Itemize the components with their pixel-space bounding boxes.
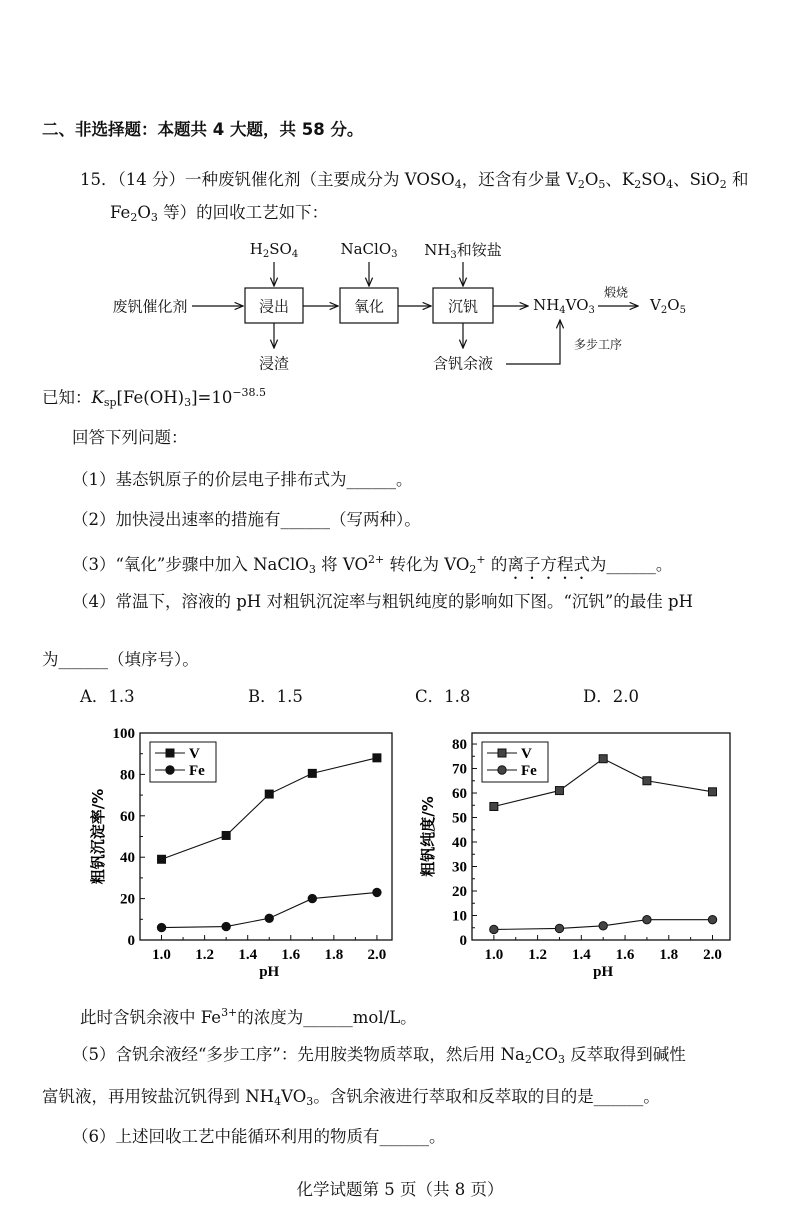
residue-label: 浸渣	[258, 354, 290, 373]
y-tick-label: 10	[452, 908, 467, 925]
question-4-followup	[80, 1003, 417, 1028]
data-point-v	[265, 790, 273, 798]
text-segment: 富钒液，再用铵盐沉钒得到 NH	[42, 1087, 275, 1106]
x-axis-label: pH	[593, 964, 614, 980]
text-segment: 2	[577, 178, 585, 191]
text-segment: VO	[565, 296, 589, 314]
text-segment: 4	[666, 178, 674, 191]
chart-1	[89, 726, 392, 980]
x-tick-label: 1.2	[195, 947, 214, 963]
option-c: C．1.8	[415, 687, 471, 706]
y-tick-label: 0	[459, 933, 467, 949]
text-segment: 为______（填序号）。	[42, 650, 199, 669]
text-segment: 、SiO	[673, 170, 720, 189]
text-segment: 和	[726, 170, 749, 189]
y-tick-label: 40	[452, 835, 467, 852]
x-tick-label: 1.0	[484, 947, 504, 963]
text-segment: 回答下列问题：	[72, 428, 188, 447]
data-point-fe	[555, 924, 563, 932]
text-segment: 15．（14 分）一种废钒催化剂（主要成分为 VOSO	[80, 170, 455, 189]
step-precipitate-label: 沉钒	[447, 297, 479, 316]
y-tick-label: 60	[452, 786, 467, 803]
text-segment: SO	[641, 170, 667, 189]
data-point-fe	[373, 888, 381, 896]
x-axis-label: pH	[259, 964, 280, 980]
text-segment: 转化为 VO	[384, 555, 470, 574]
text-segment: 的浓度为______mol/L。	[237, 1008, 417, 1027]
text-segment: 、K	[605, 170, 635, 189]
x-tick-label: 1.6	[615, 947, 635, 963]
text-segment: NaClO	[340, 240, 392, 258]
text-segment: 3	[308, 563, 316, 576]
text-segment: +	[476, 553, 486, 566]
x-tick-label: 1.4	[238, 947, 258, 963]
step-oxidize-label: 氧化	[353, 297, 385, 316]
text-segment: 3	[150, 211, 158, 224]
legend-box	[150, 742, 216, 782]
option-b: B．1.5	[248, 687, 303, 706]
text-segment: 的	[485, 555, 508, 574]
text-segment: 和铵盐	[456, 241, 502, 259]
data-point-fe	[308, 894, 316, 902]
text-segment: 2	[262, 249, 270, 260]
text-segment: 3	[391, 249, 398, 260]
data-point-v	[490, 802, 498, 810]
data-point-v	[555, 787, 563, 795]
text-segment: O	[667, 296, 680, 314]
text-segment: 2+	[367, 553, 385, 566]
x-tick-label: 1.8	[659, 947, 679, 963]
text-segment: 2	[660, 305, 668, 316]
legend-box	[482, 742, 548, 782]
text-segment: O	[584, 170, 599, 189]
text-segment: ，还含有少量 V	[461, 170, 578, 189]
text-segment: 离子方程式	[507, 555, 590, 574]
text-segment: K	[91, 388, 104, 407]
y-tick-label: 60	[120, 808, 135, 825]
y-tick-label: 0	[127, 933, 135, 949]
legend-label-fe: Fe	[521, 763, 537, 779]
data-point-v	[643, 777, 651, 785]
data-point-v	[373, 754, 381, 762]
option-a: A．1.3	[80, 687, 135, 706]
text-segment: NH	[424, 241, 451, 259]
chart-2	[419, 733, 730, 980]
calcine-label: 煅烧	[603, 285, 629, 300]
text-segment: 2	[719, 178, 727, 191]
text-segment: 5	[679, 305, 686, 316]
text-segment: 2	[130, 211, 138, 224]
text-segment: ]=10	[191, 388, 233, 407]
y-tick-label: 80	[120, 767, 135, 784]
x-tick-label: 1.6	[281, 947, 301, 963]
start-material-label: 废钒催化剂	[112, 297, 188, 316]
x-tick-label: 1.8	[324, 947, 344, 963]
text-segment: sp	[103, 396, 117, 409]
text-segment: 4	[274, 1095, 282, 1108]
text-segment: 2	[469, 563, 477, 576]
question-5-cont	[42, 1087, 660, 1112]
legend-label-v: V	[521, 746, 532, 762]
data-point-v	[308, 769, 316, 777]
multistep-label: 多步工序	[573, 337, 623, 352]
data-point-fe	[490, 925, 498, 933]
data-point-fe	[222, 922, 230, 930]
legend-marker-fe	[498, 766, 506, 774]
text-segment: （2）加快浸出速率的措施有______（写两种）。	[72, 510, 421, 529]
text-segment: 3	[588, 305, 595, 316]
data-point-v	[709, 788, 717, 796]
text-segment: 3	[184, 396, 192, 409]
waste-liquid-label: 含钒余液	[432, 354, 494, 373]
y-tick-label: 40	[120, 850, 135, 867]
text-segment: VO	[281, 1087, 307, 1106]
text-segment: 3+	[221, 1006, 238, 1019]
text-segment: 为______。	[589, 555, 673, 574]
question-6	[72, 1127, 446, 1147]
data-point-fe	[599, 922, 607, 930]
y-tick-label: 80	[452, 737, 467, 754]
legend-marker-v	[498, 749, 506, 757]
option-d: D．2.0	[583, 687, 639, 706]
y-tick-label: 100	[112, 726, 135, 742]
data-point-v	[599, 755, 607, 763]
step-leach-label: 浸出	[258, 297, 290, 316]
text-segment: NH	[533, 296, 560, 314]
text-segment: O	[137, 203, 151, 222]
data-point-fe	[157, 923, 165, 931]
text-segment: 4	[559, 305, 566, 316]
text-segment: H	[249, 240, 263, 258]
text-segment: 将 VO	[315, 555, 368, 574]
text-segment: 3	[306, 1095, 314, 1108]
text-segment: [Fe(OH)	[116, 388, 185, 407]
text-segment: 4	[291, 249, 299, 260]
text-segment: （4）常温下，溶液的 pH 对粗钒沉淀率与粗钒纯度的影响如下图。“沉钒”的最佳 pH	[72, 592, 694, 611]
y-tick-label: 20	[452, 884, 467, 901]
legend-label-v: V	[189, 746, 200, 762]
text-segment: −38.5	[232, 386, 267, 399]
x-tick-label: 1.0	[152, 947, 171, 963]
y-tick-label: 70	[452, 761, 467, 778]
text-segment: （5）含钒余液经“多步工序”：先用胺类物质萃取，然后用 Na	[72, 1045, 525, 1064]
text-segment: 此时含钒余液中 Fe	[80, 1008, 222, 1027]
text-segment: 2	[634, 178, 642, 191]
text-segment: （3）“氧化”步骤中加入 NaClO	[72, 555, 309, 574]
text-segment: 4	[454, 178, 462, 191]
text-segment: 2	[524, 1053, 532, 1066]
y-axis-label: 粗钒沉淀率/%	[89, 788, 107, 885]
x-tick-label: 1.2	[528, 947, 547, 963]
x-tick-label: 1.4	[571, 947, 591, 963]
text-segment: SO	[269, 240, 292, 258]
data-point-fe	[265, 914, 273, 922]
text-segment: CO	[531, 1045, 559, 1064]
data-point-fe	[708, 915, 716, 923]
text-segment: 反萃取得到碱性	[565, 1045, 686, 1064]
y-tick-label: 20	[120, 891, 135, 908]
legend-marker-v	[166, 749, 174, 757]
data-point-v	[222, 831, 230, 839]
question-5	[72, 1045, 686, 1070]
text-segment: 3	[450, 250, 457, 261]
page-footer: 化学试题第 5 页（共 8 页）	[296, 1180, 504, 1199]
y-tick-label: 30	[452, 859, 467, 876]
legend-marker-fe	[166, 766, 174, 774]
text-segment: （1）基态钒原子的价层电子排布式为______。	[72, 470, 413, 489]
text-segment: （6）上述回收工艺中能循环利用的物质有______。	[72, 1127, 446, 1146]
legend-label-fe: Fe	[189, 763, 205, 779]
x-tick-label: 2.0	[703, 947, 722, 963]
text-segment: 。含钒余液进行萃取和反萃取的目的是______。	[313, 1087, 660, 1106]
data-point-fe	[643, 915, 651, 923]
y-tick-label: 50	[452, 810, 467, 827]
text-segment: 已知：	[42, 388, 92, 407]
x-tick-label: 2.0	[367, 947, 387, 963]
text-segment: 等）的回收工艺如下：	[157, 203, 329, 222]
text-segment: V	[650, 296, 661, 314]
text-segment: 5	[598, 178, 606, 191]
section-title: 二、非选择题：本题共 4 大题，共 58 分。	[42, 120, 364, 139]
data-point-v	[158, 855, 166, 863]
text-segment: Fe	[110, 203, 131, 222]
y-axis-label: 粗钒纯度/%	[419, 796, 437, 877]
text-segment: 3	[558, 1053, 566, 1066]
